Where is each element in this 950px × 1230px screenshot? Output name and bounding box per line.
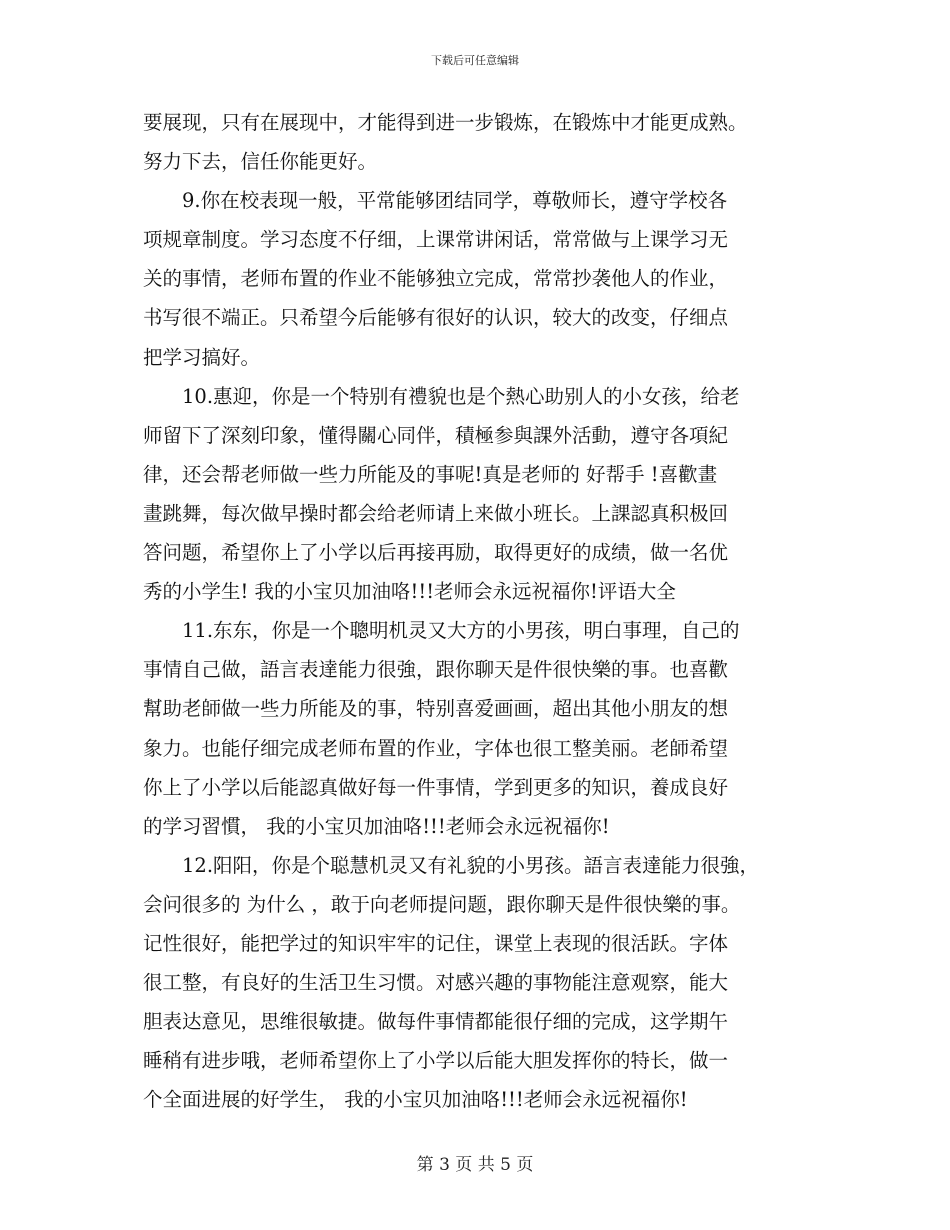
page-footer: 第 3 页 共 5 页 <box>416 1155 534 1175</box>
text-line: 幫助老師做一些力所能及的事，特别喜爱画画，超出其他小朋友的想 <box>143 697 729 721</box>
text-line: 的学习習慣， 我的小宝贝加油咯!!!老师会永远祝福你! <box>143 814 610 838</box>
text-line: 记性很好，能把学过的知识牢牢的记住，课堂上表现的很活跃。字体 <box>143 931 729 955</box>
text-line: 关的事情，老师布置的作业不能够独立完成，常常抄袭他人的作业， <box>143 267 729 291</box>
text-line: 师留下了深刻印象，懂得關心同伴，積極参與課外活動，遵守各項紀 <box>143 423 729 447</box>
text-line: 象力。也能仔细完成老师布置的作业，字体也很工整美丽。老師希望 <box>143 736 729 760</box>
page-header: 下载后可任意编辑 <box>431 54 519 67</box>
text-line: 你上了小学以后能認真做好每一件事情，学到更多的知识，養成良好 <box>143 775 729 799</box>
text-line: 要展现，只有在展现中，才能得到进一步锻炼，在锻炼中才能更成熟。 <box>143 111 748 134</box>
text-line: 事情自己做，語言表達能力很強，跟你聊天是件很快樂的事。也喜歡 <box>143 658 729 682</box>
text-line: 9.你在校表现一般，平常能够团结同学，尊敬师长，遵守学校各 <box>143 189 728 213</box>
text-line: 秀的小学生! 我的小宝贝加油咯!!!老师会永远祝福你!评语大全 <box>143 580 676 604</box>
text-line: 10.惠迎，你是一个特别有禮貌也是个熱心助别人的小女孩，给老 <box>143 384 740 408</box>
text-line: 努力下去，信任你能更好。 <box>143 150 378 174</box>
text-line: 胆表达意见，思维很敏捷。做每件事情都能很仔细的完成，这学期午 <box>143 1010 729 1034</box>
text-line: 睡稍有进步哦，老师希望你上了小学以后能大胆发挥你的特长，做一 <box>143 1049 729 1073</box>
text-line: 畫跳舞，每次做早操时都会给老师请上来做小班长。上課認真积极回 <box>143 501 729 525</box>
document-body <box>143 103 823 1119</box>
text-line: 会问很多的 为什么 ，敢于向老师提问题，跟你聊天是件很快樂的事。 <box>143 892 741 916</box>
text-line: 个全面进展的好学生， 我的小宝贝加油咯!!!老师会永远祝福你! <box>143 1088 688 1112</box>
text-line: 项规章制度。学习态度不仔细，上课常讲闲话，常常做与上课学习无 <box>143 228 729 252</box>
text-line: 把学习搞好。 <box>143 345 261 369</box>
text-line: 答问题，希望你上了小学以后再接再励，取得更好的成绩，做一名优 <box>143 541 729 565</box>
text-line: 12.阳阳，你是个聪慧机灵又有礼貌的小男孩。語言表達能力很強， <box>143 853 760 877</box>
text-line: 很工整，有良好的生活卫生习惯。对感兴趣的事物能注意观察，能大 <box>143 971 729 995</box>
text-line: 律，还会帮老师做一些力所能及的事呢!真是老师的 好帮手 !喜歡畫 <box>143 462 718 486</box>
text-line: 11.东东，你是一个聰明机灵又大方的小男孩，明白事理，自己的 <box>143 619 740 643</box>
text-line: 书写很不端正。只希望今后能够有很好的认识，较大的改变，仔细点 <box>143 306 729 330</box>
